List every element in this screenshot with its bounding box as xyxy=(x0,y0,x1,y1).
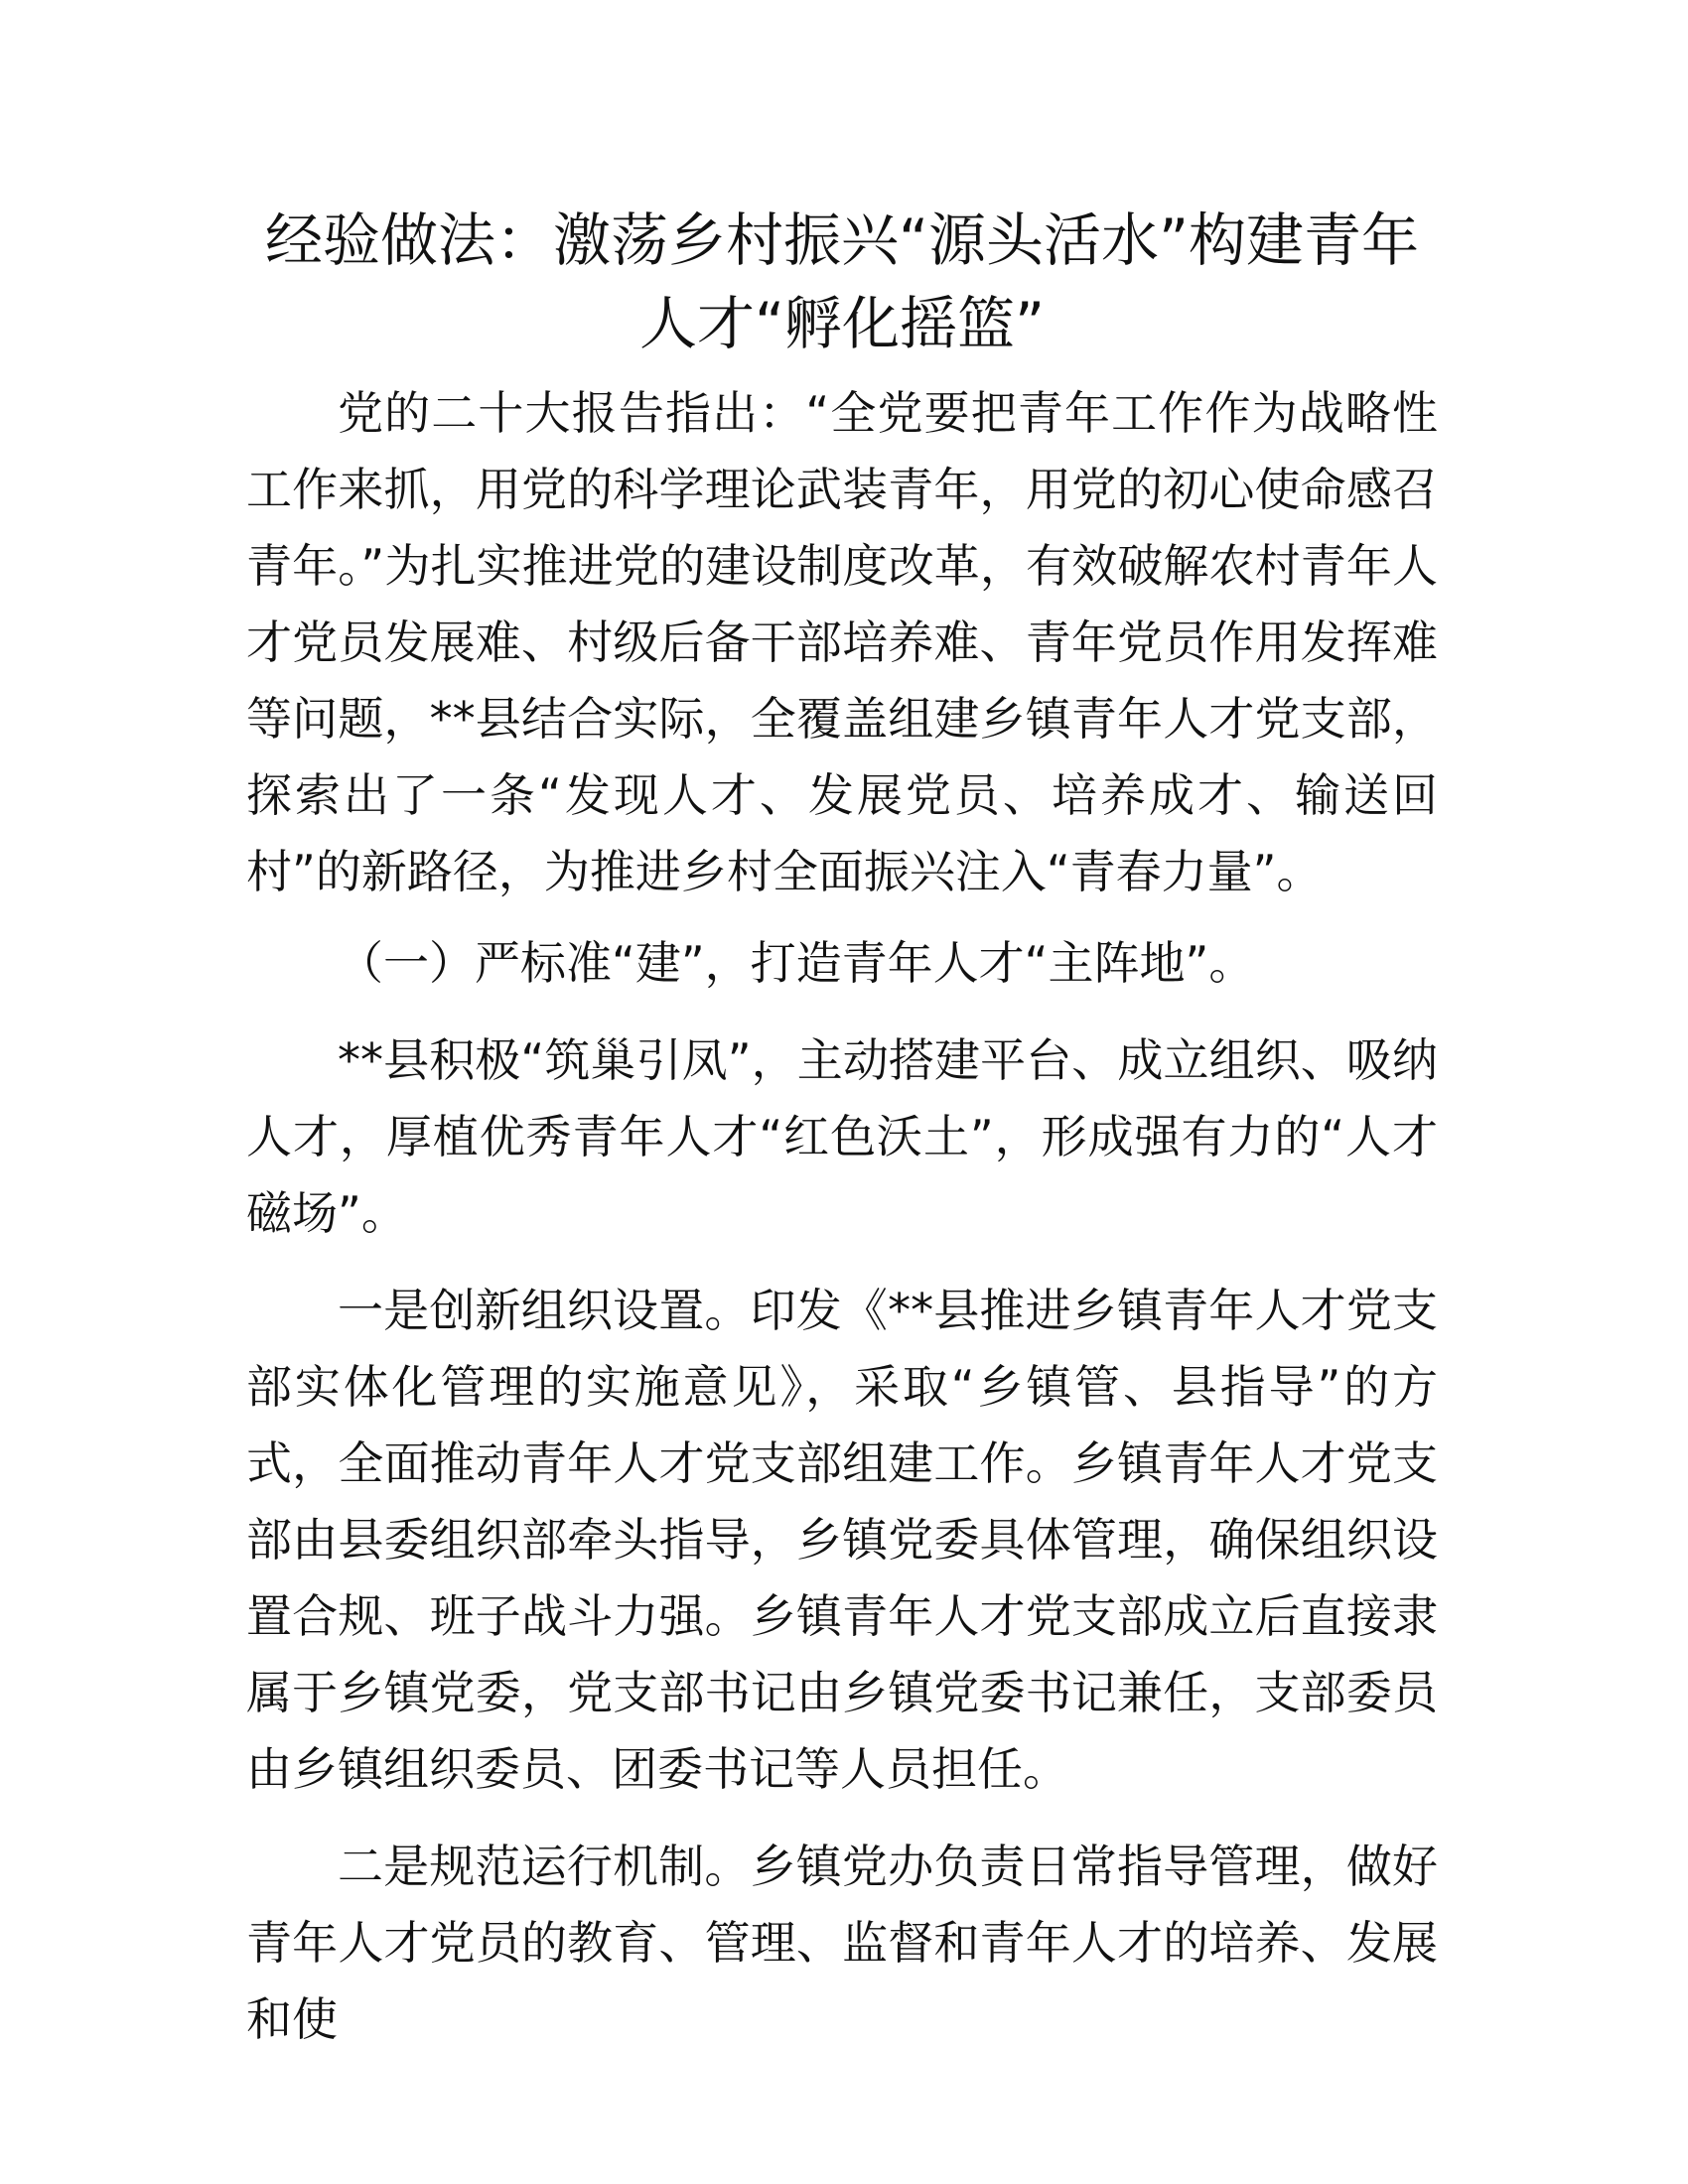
paragraph-point-2: 二是规范运行机制。乡镇党办负责日常指导管理，做好青年人才党员的教育、管理、监督和青年人才的培养、发展和使 xyxy=(246,1840,1438,2046)
paragraph-section-summary: **县积极“筑巢引凤”，主动搭建平台、成立组织、吸纳人才，厚植优秀青年人才“红色沃土”，形成强有力的“人才磁场”。 xyxy=(246,1033,1438,1240)
section-heading-1: （一）严标准“建”，打造青年人才“主阵地”。 xyxy=(338,936,1255,990)
paragraph-point-1: 一是创新组织设置。印发《**县推进乡镇青年人才党支部实体化管理的实施意见》，采取“乡镇管、县指导”的方式，全面推动青年人才党支部组建工作。乡镇青年人才党支部由县委组织部牵头指导，乡镇党委具体管理，确保组织设置合规、班子战斗力强。乡镇青年人才党支部成立后直接隶属于乡镇党委，党支部书记由乡镇党委书记兼任，支部委员由乡镇组织委员、团委书记等人员担任。 xyxy=(246,1284,1438,1796)
paragraph-intro: 党的二十大报告指出：“全党要把青年工作作为战略性工作来抓，用党的科学理论武装青年，用党的初心使命感召青年。”为扎实推进党的建设制度改革，有效破解农村青年人才党员发展难、村级后备干部培养难、青年党员作用发挥难等问题，**县结合实际，全覆盖组建乡镇青年人才党支部，探索出了一条“发现人才、发展党员、培养成才、输送回村”的新路径，为推进乡村全面振兴注入“青春力量”。 xyxy=(246,386,1438,898)
document-title: 经验做法：激荡乡村振兴“源头活水”构建青年人才“孵化摇篮” xyxy=(264,206,1420,357)
